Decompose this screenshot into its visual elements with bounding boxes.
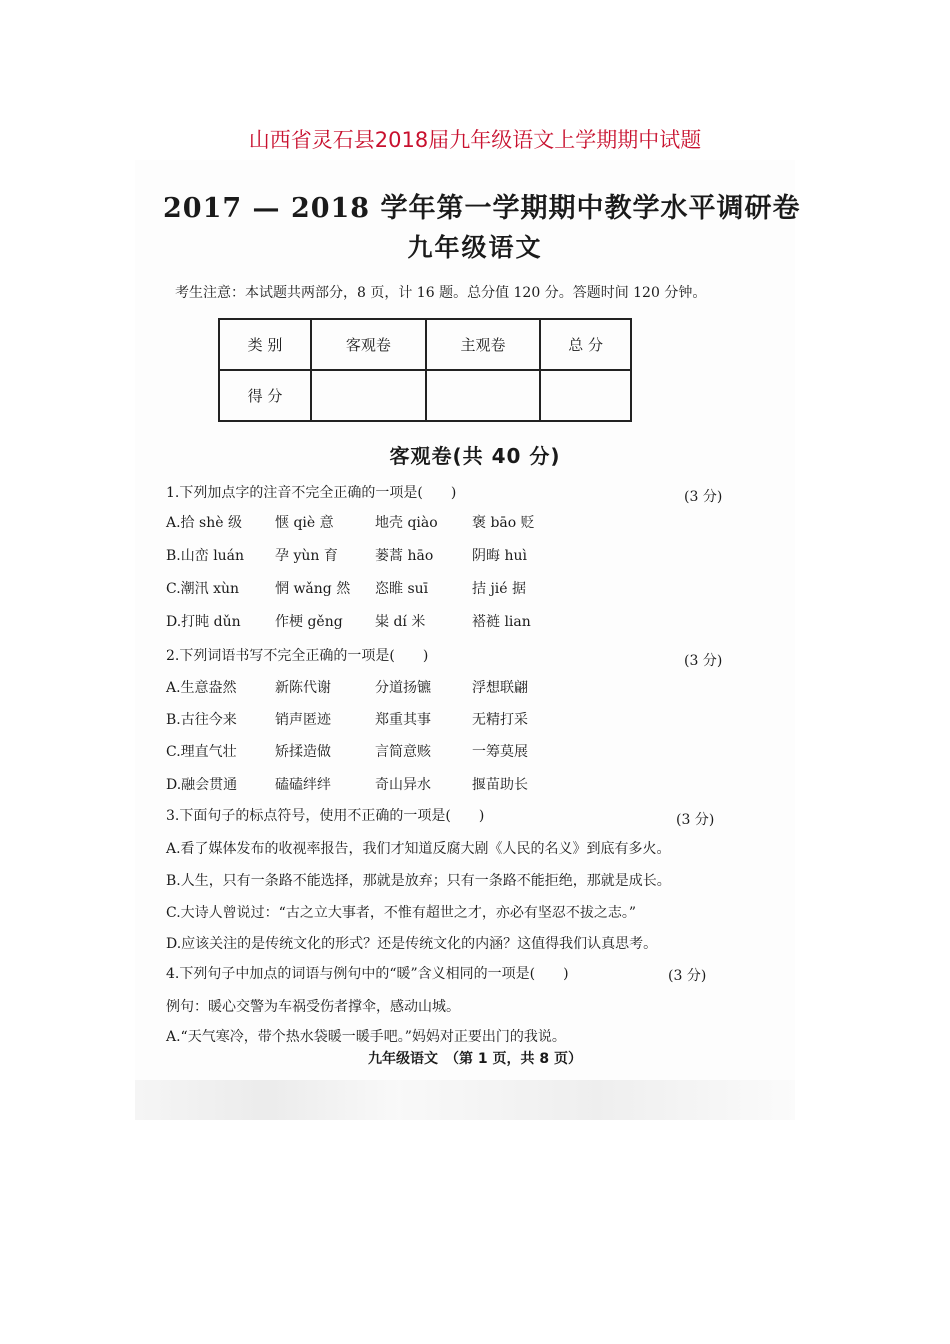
option-item: 作梗 gěng bbox=[275, 614, 343, 630]
sentence-option: C.大诗人曾说过：“古之立大事者，不惟有超世之才，亦必有坚忍不拔之志。” bbox=[166, 905, 636, 921]
exam-title: 2017 — 2018 学年第一学期期中教学水平调研卷 bbox=[163, 193, 801, 224]
option-item: A.拾 shè 级 bbox=[166, 515, 242, 531]
option-item: 粜 dí 米 bbox=[375, 614, 426, 630]
option-item: 磕磕绊绊 bbox=[275, 777, 331, 793]
document-title: 山西省灵石县2018届九年级语文上学期期中试题 bbox=[248, 128, 702, 152]
option-item: 阴晦 huì bbox=[472, 548, 527, 564]
option-item: B.山峦 luán bbox=[166, 548, 245, 564]
option-item: 揠苗助长 bbox=[472, 777, 528, 793]
section-heading: 客观卷(共 40 分) bbox=[389, 444, 561, 468]
option-item: 褒 bāo 贬 bbox=[472, 515, 535, 531]
sentence-option: A.“天气寒冷，带个热水袋暖一暖手吧。”妈妈对正要出门的我说。 bbox=[166, 1029, 566, 1045]
option-item: C.潮汛 xùn bbox=[166, 581, 240, 597]
score-table-header-row bbox=[219, 319, 631, 370]
option-item: 恣睢 suī bbox=[375, 581, 429, 597]
option-item: 惘 wǎng 然 bbox=[275, 581, 351, 597]
option-item: 拮 jié 据 bbox=[472, 581, 527, 597]
option-item: 褡裢 lian bbox=[472, 614, 531, 630]
question-stem: 3.下面句子的标点符号，使用不正确的一项是( ) bbox=[166, 808, 485, 824]
score-table bbox=[218, 318, 632, 422]
option-item: D.融会贯通 bbox=[166, 777, 238, 793]
option-item: 分道扬镳 bbox=[375, 680, 431, 696]
example-sentence: 例句：暖心交警为车祸受伤者撑伞，感动山城。 bbox=[166, 999, 460, 1015]
question-points: (3 分) bbox=[668, 968, 707, 984]
score-cell-subjective bbox=[426, 370, 541, 421]
score-cell-total bbox=[540, 370, 631, 421]
exam-notice: 考生注意：本试题共两部分，8 页，计 16 题。总分值 120 分。答题时间 120 分钟。 bbox=[175, 285, 707, 301]
option-item: 地壳 qiào bbox=[375, 515, 438, 531]
question-stem: 4.下列句子中加点的词语与例句中的“暖”含义相同的一项是( ) bbox=[166, 966, 569, 982]
question-points: (3 分) bbox=[684, 653, 723, 669]
option-item: 新陈代谢 bbox=[275, 680, 331, 696]
exam-subtitle: 九年级语文 bbox=[407, 233, 543, 262]
question-stem: 1.下列加点字的注音不完全正确的一项是( ) bbox=[166, 485, 457, 501]
question-points: (3 分) bbox=[684, 489, 723, 505]
score-cell-objective bbox=[311, 370, 426, 421]
option-item: 无精打采 bbox=[472, 712, 528, 728]
question-points: (3 分) bbox=[676, 812, 715, 828]
score-table-header: 类 别 bbox=[219, 319, 311, 370]
score-table-header: 客观卷 bbox=[311, 319, 426, 370]
score-table-header: 总 分 bbox=[540, 319, 631, 370]
option-item: C.理直气壮 bbox=[166, 744, 237, 760]
sentence-option: A.看了媒体发布的收视率报告，我们才知道反腐大剧《人民的名义》到底有多火。 bbox=[166, 841, 671, 857]
option-item: 蒌蒿 hāo bbox=[375, 548, 434, 564]
score-table-score-row bbox=[219, 370, 631, 421]
option-item: 惬 qiè 意 bbox=[275, 515, 334, 531]
page-footer: 九年级语文 （第 1 页，共 8 页） bbox=[368, 1051, 582, 1067]
option-item: 奇山异水 bbox=[375, 777, 431, 793]
question-stem: 2.下列词语书写不完全正确的一项是( ) bbox=[166, 648, 429, 664]
score-table-header: 主观卷 bbox=[426, 319, 541, 370]
option-item: D.打盹 dǔn bbox=[166, 614, 241, 630]
option-item: 销声匿迹 bbox=[275, 712, 331, 728]
option-item: A.生意盎然 bbox=[166, 680, 237, 696]
sentence-option: B.人生，只有一条路不能选择，那就是放弃；只有一条路不能拒绝，那就是成长。 bbox=[166, 873, 671, 889]
option-item: 孕 yùn 育 bbox=[275, 548, 338, 564]
sentence-option: D.应该关注的是传统文化的形式？还是传统文化的内涵？这值得我们认真思考。 bbox=[166, 936, 658, 952]
option-item: 矫揉造做 bbox=[275, 744, 331, 760]
option-item: 一筹莫展 bbox=[472, 744, 528, 760]
option-item: 言简意赅 bbox=[375, 744, 431, 760]
option-item: 郑重其事 bbox=[375, 712, 431, 728]
option-item: B.古往今来 bbox=[166, 712, 237, 728]
option-item: 浮想联翩 bbox=[472, 680, 528, 696]
score-row-label: 得 分 bbox=[219, 370, 311, 421]
